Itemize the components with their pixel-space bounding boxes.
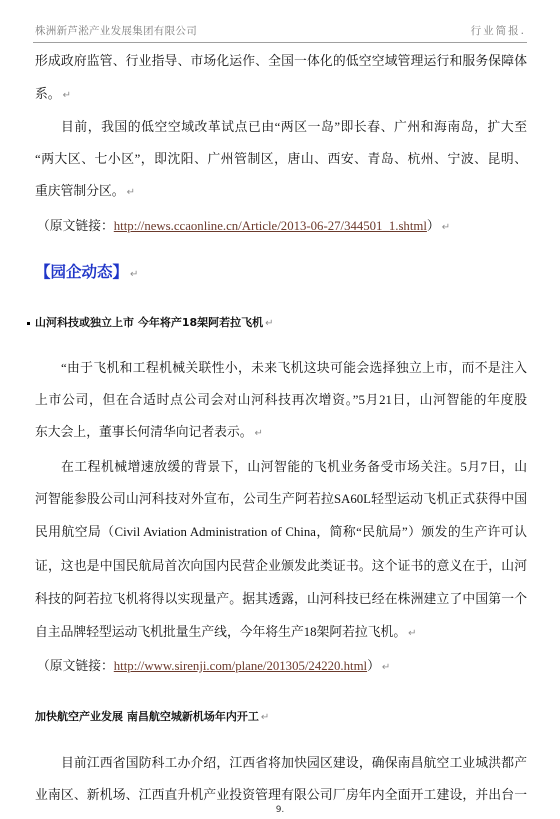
body-text-line: 目前，我国的低空空域改革试点已由“两区一岛”即长春、广州和海南岛，扩大至 (61, 120, 527, 134)
source-link[interactable]: http://news.ccaonline.cn/Article/2013-06-27/344501_1.shtml (113, 219, 427, 233)
source-suffix: ） (426, 219, 440, 233)
paragraph-mark: ↵ (441, 222, 451, 233)
paragraph-mark: ↵ (62, 90, 71, 101)
body-text: 重庆管制分区。 (35, 184, 125, 198)
source-link[interactable]: http://www.sirenji.com/plane/201305/24220.html (113, 659, 368, 673)
body-text-line (35, 622, 527, 642)
body-text-line: 河智能参股公司山河科技对外宣布，公司生产阿若拉SA60L轻型运动飞机正式获得中国 (35, 492, 527, 506)
source-prefix: （原文链接： (37, 219, 114, 233)
header-publication: 行业简报. (470, 25, 526, 37)
square-bullet-icon (27, 322, 30, 325)
body-text-line: 科技的阿若拉飞机将得以实现量产。据其透露，山河科技已经在株洲建立了中国第一个 (35, 592, 527, 606)
header-rule (33, 42, 527, 43)
section-title: 【园企动态】 (35, 263, 129, 281)
paragraph-mark: ↵ (130, 269, 139, 280)
paragraph-mark: ↵ (381, 662, 391, 673)
paragraph-mark: ↵ (408, 628, 417, 639)
body-text-line: 业南区、新机场、江西直升机产业投资管理有限公司厂房年内全面开工建设，并出台一 (35, 788, 527, 802)
paragraph-mark: ↵ (126, 187, 135, 198)
body-text-line: 民用航空局（Civil Aviation Administration of China，简称“民航局”）颁发的生产许可认 (35, 525, 527, 539)
body-text: 自主品牌轻型运动飞机批量生产线，今年将生产18架阿若拉飞机。 (35, 625, 407, 639)
body-text-line: 上市公司，但在合适时点公司会对山河科技再次增资。”5月21日，山河智能的年度股 (35, 393, 527, 407)
body-text-line: 证，这也是中国民航局首次向国内民营企业颁发此类证书。这个证书的意义在于，山河 (35, 559, 527, 573)
body-text-line (35, 181, 527, 201)
news-headline-line (35, 312, 527, 332)
paragraph-mark: ↵ (260, 712, 270, 723)
news-headline: 加快航空产业发展 南昌航空城新机场年内开工 (35, 710, 259, 723)
paragraph-mark: ↵ (254, 428, 263, 439)
header-organization: 株洲新芦淞产业发展集团有限公司 (35, 25, 197, 37)
news-headline-line (35, 706, 527, 726)
body-text-line (35, 422, 527, 442)
body-text-line: 在工程机械增速放缓的背景下，山河智能的飞机业务备受市场关注。5月7日，山 (61, 460, 527, 474)
source-line (37, 656, 527, 676)
body-text-line: 形成政府监管、行业指导、市场化运作、全国一体化的低空空域管理运行和服务保障体 (35, 54, 527, 68)
paragraph-mark: ↵ (265, 318, 274, 329)
source-prefix: （原文链接： (37, 659, 114, 673)
source-suffix: ） (367, 659, 380, 673)
body-text: 系。 (35, 87, 61, 101)
body-text: 东大会上，董事长何清华向记者表示。 (35, 425, 253, 439)
body-text-line: 目前江西省国防科工办介绍，江西省将加快园区建设，确保南昌航空工业城洪都产 (61, 756, 527, 770)
section-title-line (35, 261, 527, 281)
body-text-line: “两大区、七小区”，即沈阳、广州管制区，唐山、西安、青岛、杭州、宁波、昆明、 (35, 152, 527, 166)
page-number: 9. (275, 805, 285, 815)
news-headline: 山河科技或独立上市 今年将产18架阿若拉飞机 (35, 316, 264, 329)
body-text-line: “由于飞机和工程机械关联性小，未来飞机这块可能会选择独立上市，而不是注入 (61, 361, 527, 375)
source-line (37, 216, 527, 236)
body-text-line (35, 84, 527, 104)
